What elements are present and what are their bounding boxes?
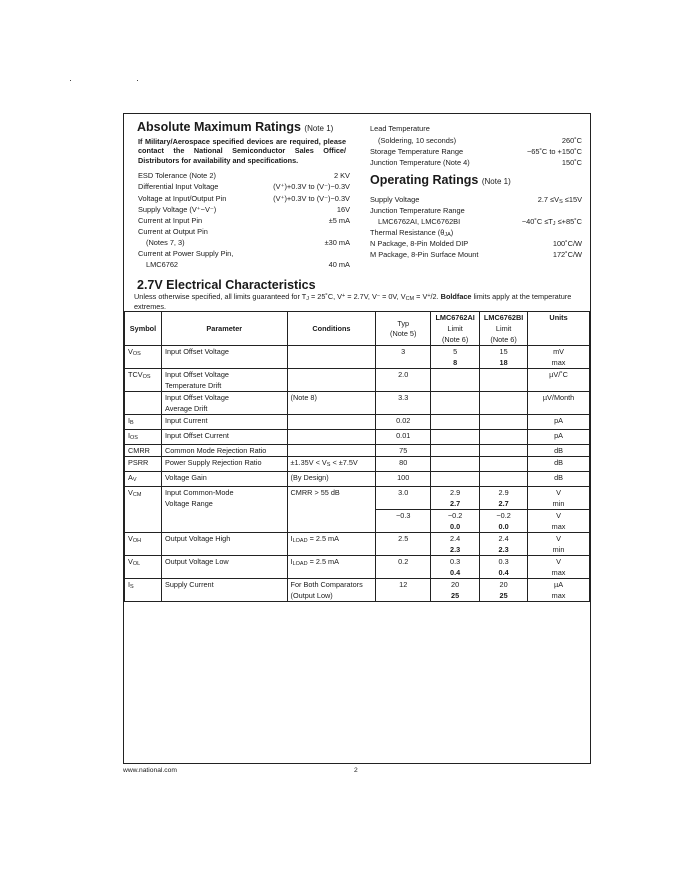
col-typ: Typ (Note 5): [376, 312, 431, 346]
cell-ai: [431, 415, 480, 430]
cell-unit: V: [528, 510, 590, 522]
item-value: (V⁺)+0.3V to (V⁻)−0.3V: [273, 182, 350, 191]
cell-ai: 2.7: [431, 498, 480, 510]
cell-conditions: (Note 8): [287, 392, 376, 415]
col-parameter: Parameter: [161, 312, 287, 346]
speck-mark: [70, 80, 71, 81]
cell-ai: [431, 430, 480, 445]
op-m-package: [370, 250, 582, 260]
cell-conditions: [287, 415, 376, 430]
cell-parameter: Power Supply Rejection Ratio: [161, 457, 287, 472]
item-value: 260˚C: [561, 136, 582, 145]
cell-bi: 0.0: [480, 521, 528, 533]
cell-typ: 12: [376, 579, 431, 602]
cell-bi: [480, 369, 528, 392]
abs-max-item: [370, 158, 582, 168]
cell-symbol: VOH: [125, 533, 162, 556]
item-label: N Package, 8-Pin Molded DIP: [370, 239, 469, 248]
cell-parameter: Output Voltage Low: [161, 556, 287, 579]
military-notice: If Military/Aerospace specified devices are required, please contact the National Semiconductor Sales Office/ Distributors for availability and specifications.: [138, 137, 346, 165]
cell-typ: 0.2: [376, 556, 431, 579]
cell-parameter: Input Offset Voltage: [161, 346, 287, 369]
cell-parameter: Input Offset Voltage: [161, 392, 287, 404]
cell-typ: 3.3: [376, 392, 431, 415]
cell-ai: 2.4: [431, 533, 480, 545]
col-units: Units: [528, 312, 590, 346]
cell-ai: 25: [431, 590, 480, 602]
cell-ai: [431, 369, 480, 392]
cell-conditions: [287, 369, 376, 392]
item-label: LMC6762: [146, 260, 179, 269]
cell-symbol: PSRR: [125, 457, 162, 472]
abs-max-item: [138, 249, 350, 259]
op-junction-parts: [378, 217, 582, 227]
operating-title-text: Operating Ratings: [370, 173, 479, 187]
cell-conditions: CMRR > 55 dB: [287, 487, 376, 533]
item-value: 2.7 ≤VS ≤15V: [537, 195, 582, 205]
cell-symbol: AV: [125, 472, 162, 487]
item-label: Differential Input Voltage: [138, 182, 219, 191]
col-ai-note: (Note 6): [431, 334, 480, 346]
cell-ai: 5: [431, 346, 480, 358]
cell-symbol: VOL: [125, 556, 162, 579]
cell-unit: min: [528, 544, 590, 556]
item-value: 2 KV: [333, 171, 350, 180]
cell-bi: [480, 430, 528, 445]
abs-max-item: [138, 194, 350, 204]
abs-max-item: [370, 147, 582, 157]
item-label: M Package, 8-Pin Surface Mount: [370, 250, 479, 259]
item-value: −40˚C ≤TJ ≤+85˚C: [521, 217, 582, 227]
col-symbol: Symbol: [125, 312, 162, 346]
cell-ai: [431, 472, 480, 487]
item-value: 40 mA: [328, 260, 350, 269]
table-row: [125, 533, 590, 545]
item-label: (Notes 7, 3): [146, 238, 185, 247]
cell-typ: 0.01: [376, 430, 431, 445]
item-value: 172˚C/W: [552, 250, 582, 259]
ec-header-row: [125, 312, 590, 324]
cell-bi: 2.9: [480, 487, 528, 499]
cell-typ: −0.3: [376, 510, 431, 533]
cell-symbol: TCVOS: [125, 369, 162, 392]
cell-typ: 75: [376, 445, 431, 457]
table-row: [125, 472, 590, 487]
table-row: [125, 487, 590, 499]
cell-ai: 2.9: [431, 487, 480, 499]
cell-parameter: Input Current: [161, 415, 287, 430]
cell-parameter: Average Drift: [161, 403, 287, 415]
cell-symbol: CMRR: [125, 445, 162, 457]
cell-ai: [431, 445, 480, 457]
cell-conditions: [287, 346, 376, 369]
cell-parameter: Output Voltage High: [161, 533, 287, 556]
cell-unit: µV/˚C: [528, 369, 590, 392]
cell-unit: max: [528, 567, 590, 579]
item-label: Junction Temperature (Note 4): [370, 158, 470, 167]
cell-typ: 2.0: [376, 369, 431, 392]
op-supply-voltage: [370, 195, 582, 205]
cell-unit: mV: [528, 346, 590, 358]
cell-unit: max: [528, 357, 590, 369]
cell-unit: max: [528, 521, 590, 533]
item-label: Thermal Resistance (θJA): [370, 228, 454, 238]
cell-symbol: IS: [125, 579, 162, 602]
abs-max-item: [378, 136, 582, 146]
col-ai: LMC6762AI: [431, 312, 480, 324]
cell-unit: pA: [528, 415, 590, 430]
table-row: [125, 346, 590, 358]
cell-parameter: Common Mode Rejection Ratio: [161, 445, 287, 457]
cell-ai: 0.4: [431, 567, 480, 579]
item-label: Current at Output Pin: [138, 227, 208, 236]
table-row: [125, 369, 590, 381]
cell-bi: 25: [480, 590, 528, 602]
col-bi-note: (Note 6): [480, 334, 528, 346]
item-label: Current at Power Supply Pin,: [138, 249, 234, 258]
cell-conditions: [287, 430, 376, 445]
cell-bi: [480, 457, 528, 472]
op-n-package: [370, 239, 582, 249]
cell-ai: 20: [431, 579, 480, 591]
cell-bi: [480, 445, 528, 457]
item-value: ±5 mA: [328, 216, 350, 225]
ec-title: 2.7V Electrical Characteristics: [137, 278, 316, 292]
item-label: Supply Voltage: [370, 195, 420, 204]
abs-max-note: (Note 1): [304, 124, 334, 133]
cell-parameter: Input Offset Current: [161, 430, 287, 445]
item-label: Lead Temperature: [370, 124, 430, 133]
speck-mark: [137, 80, 138, 81]
table-row: [125, 445, 590, 457]
abs-max-title-text: Absolute Maximum Ratings: [137, 120, 301, 134]
item-label: ESD Tolerance (Note 2): [138, 171, 216, 180]
abs-max-item: [138, 205, 350, 215]
cell-conditions: [287, 445, 376, 457]
cell-bi: 0.3: [480, 556, 528, 568]
cell-parameter: Input Offset Voltage: [161, 369, 287, 381]
table-row: [125, 457, 590, 472]
cell-parameter: Temperature Drift: [161, 380, 287, 392]
abs-max-item: [138, 216, 350, 226]
table-row: [125, 556, 590, 568]
item-label: Current at Input Pin: [138, 216, 203, 225]
cell-unit: min: [528, 498, 590, 510]
cell-bi: [480, 392, 528, 415]
cell-bi: 2.3: [480, 544, 528, 556]
cell-unit: V: [528, 487, 590, 499]
cell-bi: [480, 472, 528, 487]
cell-symbol: IB: [125, 415, 162, 430]
cell-bi: [480, 415, 528, 430]
cell-unit: µA: [528, 579, 590, 591]
cell-symbol: [125, 392, 162, 415]
item-value: (V⁺)+0.3V to (V⁻)−0.3V: [273, 194, 350, 203]
cell-ai: 0.0: [431, 521, 480, 533]
item-value: −65˚C to +150˚C: [526, 147, 582, 156]
cell-unit: max: [528, 590, 590, 602]
item-value: 16V: [336, 205, 350, 214]
cell-conditions: ILOAD = 2.5 mA: [287, 556, 376, 579]
cell-unit: V: [528, 556, 590, 568]
cell-ai: [431, 392, 480, 415]
footer-website: www.national.com: [123, 767, 177, 774]
abs-max-item: [138, 227, 350, 237]
cell-ai: 0.3: [431, 556, 480, 568]
cell-ai: 8: [431, 357, 480, 369]
item-label: Voltage at Input/Output Pin: [138, 194, 227, 203]
cell-conditions: ±1.35V < VS < ±7.5V: [287, 457, 376, 472]
cell-conditions: (By Design): [287, 472, 376, 487]
item-label: Storage Temperature Range: [370, 147, 464, 156]
item-value: 150˚C: [561, 158, 582, 167]
cell-conditions: ILOAD = 2.5 mA: [287, 533, 376, 556]
cell-symbol: VOS: [125, 346, 162, 369]
cell-bi: 18: [480, 357, 528, 369]
item-value: ±30 mA: [324, 238, 350, 247]
cell-unit: V: [528, 533, 590, 545]
cell-symbol: VCM: [125, 487, 162, 533]
item-label: Junction Temperature Range: [370, 206, 465, 215]
cell-typ: 0.02: [376, 415, 431, 430]
col-conditions: Conditions: [287, 312, 376, 346]
item-label: LMC6762AI, LMC6762BI: [378, 217, 461, 226]
op-thermal-resistance: [370, 228, 582, 238]
table-row: [125, 430, 590, 445]
ec-intro: Unless otherwise specified, all limits guaranteed for TJ = 25˚C, V+ = 2.7V, V− = 0V, VCM = V+/2. Boldface limits apply at the temperature extremes.: [134, 292, 572, 312]
col-bi-limit: Limit: [480, 323, 528, 334]
abs-max-item: [138, 171, 350, 181]
cell-ai: [431, 457, 480, 472]
document-frame: [123, 113, 591, 764]
footer-page-number: 2: [354, 767, 358, 774]
cell-bi: 0.4: [480, 567, 528, 579]
col-ai-limit: Limit: [431, 323, 480, 334]
cell-parameter: Supply Current: [161, 579, 287, 602]
cell-unit: pA: [528, 430, 590, 445]
cell-conditions: (Output Low): [287, 590, 376, 602]
operating-title: [370, 173, 511, 187]
cell-unit: µV/Month: [528, 392, 590, 415]
cell-typ: 3.0: [376, 487, 431, 510]
cell-typ: 3: [376, 346, 431, 369]
abs-max-item: [370, 124, 582, 134]
cell-parameter: Voltage Gain: [161, 472, 287, 487]
cell-unit: dB: [528, 457, 590, 472]
cell-bi: −0.2: [480, 510, 528, 522]
abs-max-title: [137, 120, 333, 134]
item-label: Supply Voltage (V⁺−V⁻): [138, 205, 217, 214]
cell-typ: 2.5: [376, 533, 431, 556]
cell-ai: 2.3: [431, 544, 480, 556]
cell-bi: 15: [480, 346, 528, 358]
cell-parameter: Input Common-Mode Voltage Range: [161, 487, 287, 533]
cell-typ: 100: [376, 472, 431, 487]
table-row: [125, 415, 590, 430]
abs-max-item: [138, 182, 350, 192]
table-row: [125, 579, 590, 591]
cell-unit: dB: [528, 472, 590, 487]
cell-conditions: For Both Comparators: [287, 579, 376, 591]
cell-symbol: IOS: [125, 430, 162, 445]
item-value: 100˚C/W: [552, 239, 582, 248]
cell-ai: −0.2: [431, 510, 480, 522]
cell-bi: 2.7: [480, 498, 528, 510]
op-junction-temp: [370, 206, 582, 216]
table-row: [125, 392, 590, 404]
cell-typ: 80: [376, 457, 431, 472]
cell-bi: 20: [480, 579, 528, 591]
item-label: (Soldering, 10 seconds): [378, 136, 457, 145]
cell-unit: dB: [528, 445, 590, 457]
ec-table: [124, 311, 590, 602]
cell-bi: 2.4: [480, 533, 528, 545]
operating-note: (Note 1): [481, 177, 511, 186]
abs-max-item: [146, 238, 350, 248]
abs-max-item: [146, 260, 350, 270]
col-bi: LMC6762BI: [480, 312, 528, 324]
